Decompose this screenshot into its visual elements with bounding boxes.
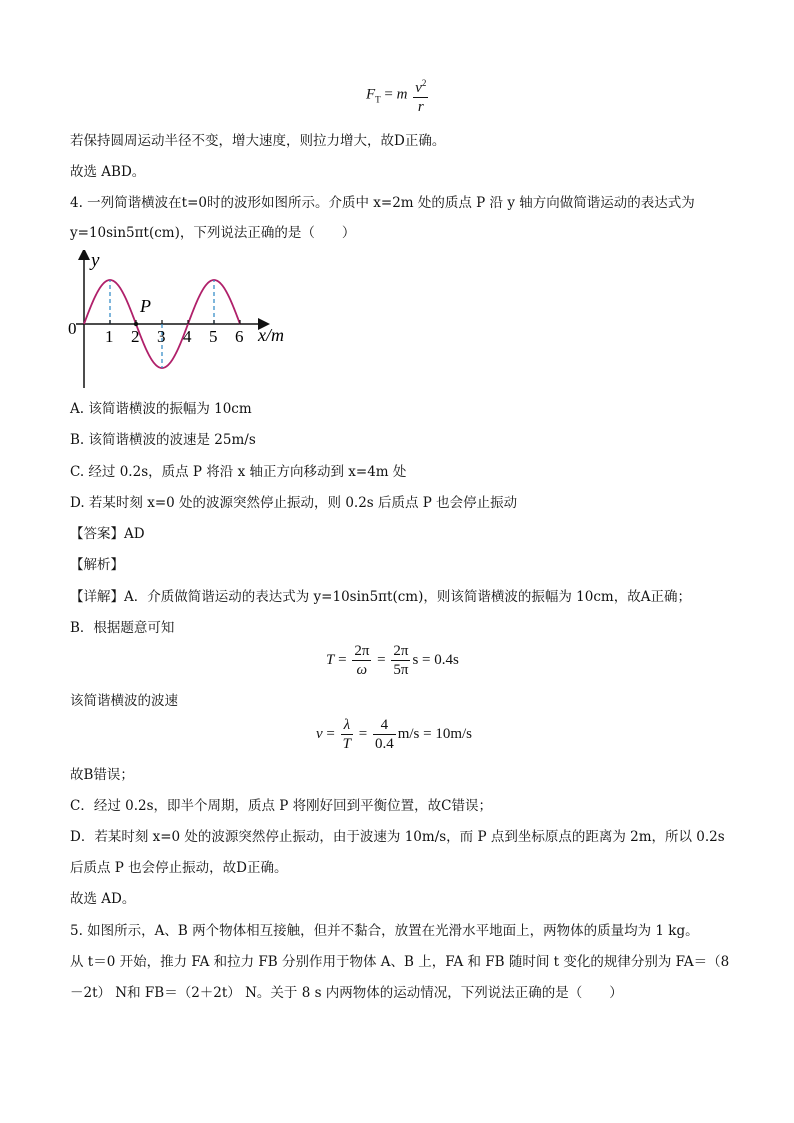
q4-option-d: D. 若某时刻 x=0 处的波源突然停止振动，则 0.2s 后质点 P 也会停止振动: [70, 495, 518, 511]
q4-option-b: B. 该简谐横波的波速是 25m/s: [70, 432, 256, 448]
q4-option-a: A. 该简谐横波的振幅为 10cm: [70, 401, 252, 417]
q4-detail-d-line2: 后质点 P 也会停止振动，故D正确。: [70, 860, 288, 876]
q5-stem-line1: 5. 如图所示，A、B 两个物体相互接触，但并不黏合，放置在光滑水平地面上，两物体的质量均为 1 kg。: [70, 923, 699, 939]
y-axis-label: y: [91, 250, 100, 271]
x-tick-label-6: 6: [235, 327, 244, 346]
point-p-label: P: [140, 296, 151, 316]
q4-detail-d-line1: D．若某时刻 x=0 处的波源突然停止振动，由于波速为 10m/s，而 P 点到坐标原点的距离为 2m，所以 0.2s: [70, 829, 725, 845]
q4-detail-b-end: 故B错误；: [70, 767, 134, 783]
period-equation: T = $\frac{2\pi}{\omega}$ = $\frac{2\pi}{5\pi}$ s = 0.4s: [326, 643, 459, 678]
q4-analysis-heading: 【解析】: [70, 557, 124, 573]
q4-detail-a: 【详解】A．介质做简谐运动的表达式为 y=10sin5πt(cm)，则该简谐横波的振幅为 10cm，故A正确；: [70, 589, 691, 605]
speed-intro: 该简谐横波的波速: [70, 693, 178, 709]
wave-figure: [66, 250, 296, 392]
q5-stem-line3: －2t） N和 FB＝（2＋2t） N。关于 8 s 内两物体的运动情况，下列说法正确的是（ ）: [70, 985, 623, 1001]
q4-choice: 故选 AD。: [70, 891, 136, 907]
q4-detail-b-intro: B．根据题意可知: [70, 620, 175, 636]
q4-stem-line2: y=10sin5πt(cm)，下列说法正确的是（ ）: [70, 225, 356, 241]
origin-label: 0: [68, 319, 77, 338]
x-tick-label-1: 1: [105, 327, 114, 346]
q4-detail-c: C．经过 0.2s，即半个周期，质点 P 将刚好回到平衡位置，故C错误；: [70, 798, 493, 814]
x-tick-label-4: 4: [183, 327, 192, 346]
q4-answer: 【答案】AD: [70, 526, 145, 542]
q3-choice: 故选 ABD。: [70, 164, 146, 180]
q5-stem-line2: 从 t＝0 开始，推力 FA 和拉力 FB 分别作用于物体 A、B 上，FA 和 FB 随时间 t 变化的规律分别为 FA＝（8: [70, 954, 730, 970]
x-tick-label-5: 5: [209, 327, 218, 346]
q4-stem-line1: 4. 一列简谐横波在t=0时的波形如图所示。介质中 x=2m 处的质点 P 沿 y 轴方向做简谐运动的表达式为: [70, 195, 695, 211]
velocity-fraction: $\frac{v^2}{r}$: [413, 74, 428, 116]
x-tick-label-2: 2: [131, 327, 140, 346]
tension-formula: $F_T = m$ $\frac{v^2}{r}$: [366, 74, 430, 116]
q4-option-c: C. 经过 0.2s，质点 P 将沿 x 轴正方向移动到 x=4m 处: [70, 464, 407, 480]
x-axis-label: x/m: [258, 325, 284, 345]
x-tick-label-3: 3: [157, 327, 166, 346]
q3-conclusion: 若保持圆周运动半径不变，增大速度，则拉力增大，故D正确。: [70, 133, 446, 149]
speed-equation: v = $\frac{\lambda}{T}$ = $\frac{4}{0.4}$ m/s = 10m/s: [316, 717, 473, 752]
